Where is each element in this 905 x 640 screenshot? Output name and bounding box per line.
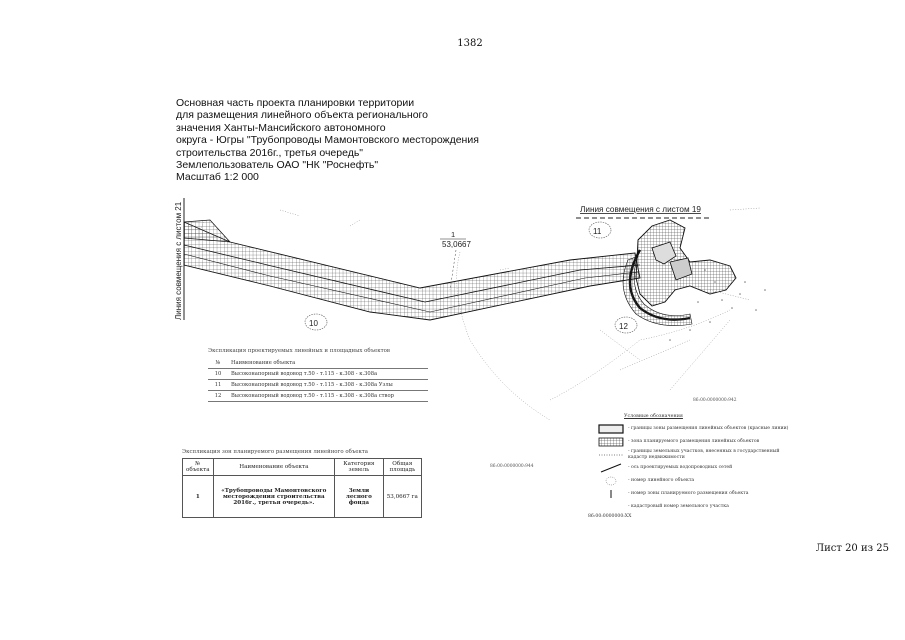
parcel-row-num: 1 xyxy=(183,476,214,518)
table-row xyxy=(183,476,422,518)
cad-number-icon xyxy=(598,502,624,512)
document-title xyxy=(176,97,479,184)
diagonal-line-icon xyxy=(598,463,624,473)
objects-table xyxy=(208,348,428,402)
object-label-11: 11 xyxy=(593,227,602,236)
parcel-row-category: Земли лесного фонда xyxy=(335,476,383,518)
title-line: Землепользователь ОАО "НК "Роснефть" xyxy=(176,159,379,172)
legend-text: - кадастровый номер земельного участка xyxy=(628,503,729,509)
legend-text: - границы земельных участков, внесенных в государственный кадастр недвижимости xyxy=(628,449,780,460)
legend-item xyxy=(598,422,798,435)
page-number: 1382 xyxy=(457,38,483,49)
title-line: строительства 2016г., третья очередь" xyxy=(176,146,364,159)
object-name: Высоконапорный водовод т.50 - т.115 - к.308 - к.308а xyxy=(228,369,428,380)
legend-text: - зона планируемого размещения линейных объектов xyxy=(628,438,760,444)
legend-item xyxy=(598,500,798,513)
object-label-10: 10 xyxy=(309,319,318,328)
title-line: значения Ханты-Мансийского автономного xyxy=(176,121,386,134)
left-match-line-label: Линия совмещения с листом 21 xyxy=(174,201,183,320)
cadastral-number-b: 86:00:0000000:944 xyxy=(490,464,534,469)
parcels-table-caption: Экспликация зон планируемого размещения линейного объекта xyxy=(182,449,369,455)
title-line: Основная часть проекта планировки территории xyxy=(176,97,415,109)
legend-item xyxy=(598,474,798,487)
legend-item xyxy=(598,448,798,461)
objects-col-name: Наименование объекта xyxy=(228,358,428,369)
legend-text: - ось проектируемых водопроводных сетей xyxy=(628,464,733,470)
table-row xyxy=(208,391,428,402)
pipeline-corridor xyxy=(184,222,640,320)
hatch-box-icon xyxy=(598,424,624,434)
legend-text: - номер линейного объекта xyxy=(628,477,695,483)
parcels-col-num: № объекта xyxy=(183,459,214,476)
legend-text: - номер зоны планируемого размещения объекта xyxy=(628,490,749,496)
corridor-upper-left xyxy=(184,220,230,242)
title-line: Масштаб 1:2 000 xyxy=(176,171,259,184)
objects-col-num: № xyxy=(208,358,228,369)
grid-box-icon xyxy=(598,437,624,447)
parcels-col-area: Общая площадь xyxy=(383,459,421,476)
legend-item xyxy=(598,435,798,448)
title-line: для размещения линейного объекта регионального xyxy=(176,109,428,122)
object-num: 11 xyxy=(208,380,228,391)
parcel-area: 53,0667 xyxy=(442,240,471,249)
parcel-row-area: 53,0667 га xyxy=(383,476,421,518)
object-num: 12 xyxy=(208,391,228,402)
title-line: округа - Югры "Трубопроводы Мамонтовского месторождения xyxy=(176,134,479,147)
sheet-number: Лист 20 из 25 xyxy=(815,543,889,554)
parcel-number: 1 xyxy=(451,230,456,239)
cadastral-number-a: 86:00:0000000:942 xyxy=(693,398,737,403)
objects-table-caption: Экспликация проектируемых линейных и площадных объектов xyxy=(208,348,390,354)
object-label-12: 12 xyxy=(619,322,628,331)
legend-title: Условные обозначения xyxy=(624,414,683,419)
legend-item xyxy=(598,487,798,500)
table-row xyxy=(208,369,428,380)
dotted-line-icon xyxy=(598,450,624,460)
legend xyxy=(598,414,798,513)
legend-cadastral-sample: 86:00:0000000:XX xyxy=(588,514,632,519)
object-num: 10 xyxy=(208,369,228,380)
planning-map xyxy=(170,190,770,450)
parcels-col-name: Наименование объекта xyxy=(213,459,335,476)
legend-text: - границы зоны размещения линейных объектов (красные линии) xyxy=(628,425,789,431)
bar-number-icon xyxy=(598,489,624,499)
table-row xyxy=(208,380,428,391)
parcels-col-category: Категория земель xyxy=(335,459,383,476)
object-name: Высоконапорный водовод т.50 - т.115 - к.308 - к.308а створ xyxy=(228,391,428,402)
right-match-line-label: Линия совмещения с листом 19 xyxy=(580,205,701,214)
circle-number-icon xyxy=(598,476,624,486)
object-name: Высоконапорный водовод т.50 - т.115 - к.308 - к.308а Узлы xyxy=(228,380,428,391)
parcels-table xyxy=(182,449,422,518)
legend-item xyxy=(598,461,798,474)
parcel-row-name: «Трубопроводы Мамонтовского месторождения строительства 2016г., третья очередь». xyxy=(213,476,335,518)
